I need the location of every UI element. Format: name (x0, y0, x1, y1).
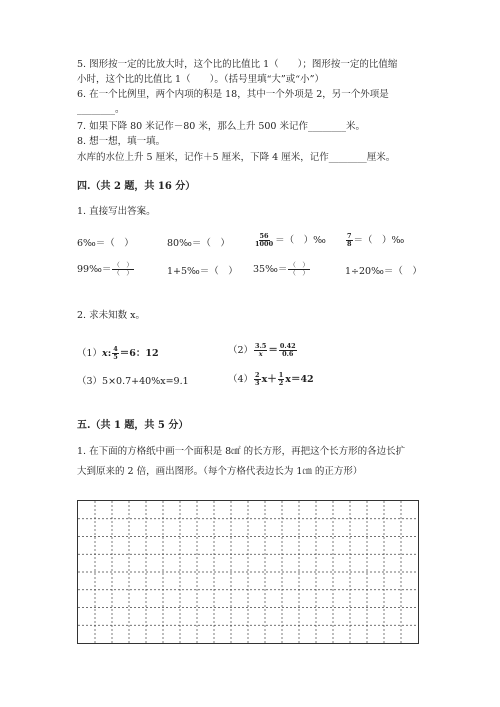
equation-2: （2） $\frac{3.5}{x}$ ＝ $\frac{0.42}{0.6}$ (228, 342, 296, 358)
answer-item-8: 1÷20‰＝（ ） (345, 266, 422, 277)
section-5-q1-line-1: 1. 在下面的方格纸中画一个面积是 8㎠ 的长方形，再把这个长方形的各边长扩 (77, 446, 406, 457)
equation-4: （4） $\frac{2}{3}$ x＋ $\frac{1}{2}$ x＝42 (228, 371, 314, 387)
answer-item-7: 35‰＝ $\frac{( )}{( )}$ (253, 261, 309, 277)
section-4-q1: 1. 直接写出答案。 (77, 206, 156, 217)
section-4-title: 四.（共 2 题，共 16 分） (77, 181, 196, 192)
question-8: 8. 想一想，填一填。 (77, 136, 166, 147)
fraction-blank: $\frac{( )}{( )}$ (289, 261, 309, 277)
question-8-text: 水库的水位上升 5 厘米，记作＋5 厘米，下降 4 厘米，记作________厘米。 (77, 152, 396, 163)
answer-item-6: 1+5‰＝（ ） (167, 266, 238, 277)
fraction-7-8: $\frac{7}{8}$ (347, 232, 352, 248)
equation-3: （3）5×0.7+40%x=9.1 (77, 376, 189, 387)
answer-item-3: $\frac{56}{1000}$ ＝（ ）‰ (255, 232, 326, 248)
answer-item-2: 80‰＝（ ） (167, 238, 230, 249)
question-5-line-2: 小时，这个比的比值比 1（ ）。（括号里填“大”或“小”） (77, 74, 324, 85)
section-5-title: 五.（共 1 题，共 5 分） (77, 420, 189, 431)
answer-item-5: 99‰＝ $\frac{( )}{( )}$ (77, 261, 133, 277)
question-5-line-1: 5. 图形按一定的比放大时，这个比的比值比 1（ ）；图形按一定的比值缩 (77, 59, 398, 70)
grid-paper[interactable] (77, 500, 419, 644)
fraction-56-1000: $\frac{56}{1000}$ (255, 232, 274, 248)
answer-item-4: $\frac{7}{8}$ ＝（ ）‰ (347, 232, 405, 248)
fraction-1-2: $\frac{1}{2}$ (278, 371, 284, 387)
question-7: 7. 如果下降 80 米记作－80 米，那么上升 500 米记作________米。 (77, 121, 365, 132)
answer-item-1: 6‰＝（ ） (77, 238, 134, 249)
question-6-line-1: 6. 在一个比例里，两个内项的积是 18，其中一个外项是 2，另一个外项是 (77, 89, 389, 100)
section-5-q1-line-2: 大到原来的 2 倍，画出图形。（每个方格代表边长为 1㎝ 的正方形） (77, 466, 363, 477)
section-4-q2: 2. 求未知数 x。 (77, 310, 145, 321)
fraction-blank: $\frac{( )}{( )}$ (113, 261, 133, 277)
fraction-4-5: $\frac{4}{5}$ (113, 345, 118, 361)
fraction-0.42-0.6: $\frac{0.42}{0.6}$ (279, 342, 296, 358)
fraction-2-3: $\frac{2}{3}$ (255, 371, 260, 387)
grid-lines (78, 501, 418, 643)
fraction-3.5-x: $\frac{3.5}{x}$ (255, 342, 267, 358)
equation-1: （1）x: $\frac{4}{5}$ ＝6：12 (77, 345, 159, 361)
question-6-line-2: ________。 (77, 104, 125, 115)
